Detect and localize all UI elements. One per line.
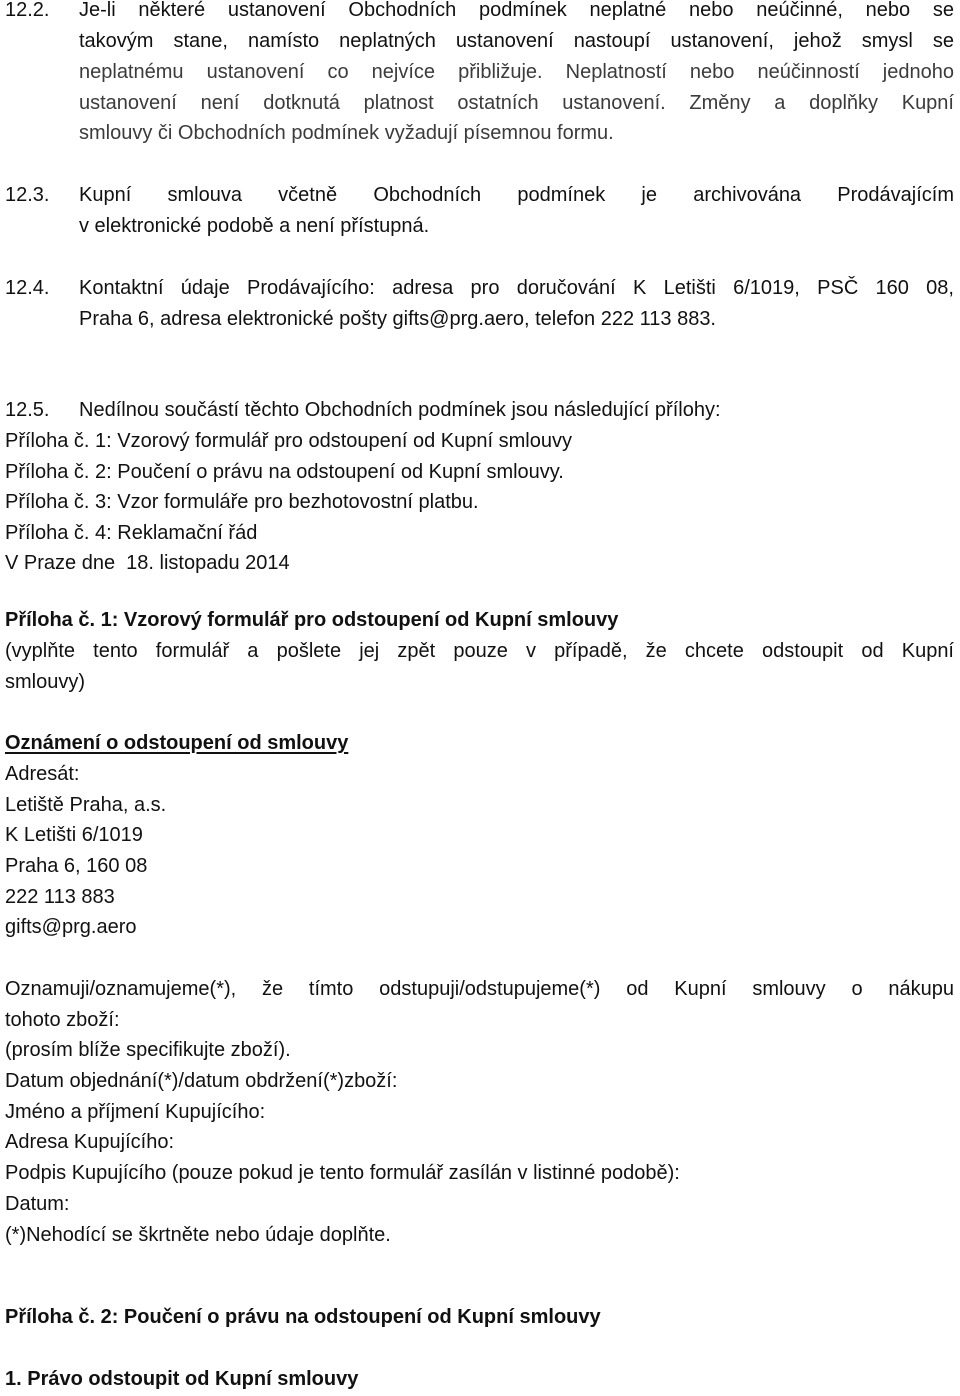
annex-2-subheading: 1. Právo odstoupit od Kupní smlouvy xyxy=(5,1368,359,1390)
addressee-line: Letiště Praha, a.s. xyxy=(5,794,167,816)
section-12-3 xyxy=(5,180,954,211)
section-12-5 xyxy=(5,395,954,426)
addressee-line: Praha 6, 160 08 xyxy=(5,855,148,877)
notice-title: Oznámení o odstoupení od smlouvy xyxy=(5,732,349,754)
paragraph-line: v elektronické podobě a není přístupná. xyxy=(79,215,430,237)
annex-1-note-line: (vyplňte tento formulář a pošlete jej zpět pouze v případě, že chcete odstoupit od Kupní xyxy=(5,640,954,662)
paragraph-line: Je-li některé ustanovení Obchodních podmínek neplatné nebo neúčinné, nebo se xyxy=(79,0,954,21)
section-number: 12.2. xyxy=(5,0,50,21)
paragraph-line: Kupní smlouva včetně Obchodních podmínek je archivována Prodávajícím xyxy=(79,184,954,206)
statement-line: Oznamuji/oznamujeme(*), že tímto odstupuji/odstupujeme(*) od Kupní smlouvy o nákupu xyxy=(5,978,954,1000)
statement-line: tohoto zboží: xyxy=(5,1009,120,1031)
section-number: 12.4. xyxy=(5,277,50,299)
form-field-line: Datum objednání(*)/datum obdržení(*)zboží: xyxy=(5,1070,398,1092)
form-field-line: (*)Nehodící se škrtněte nebo údaje doplňte. xyxy=(5,1224,391,1246)
paragraph-line: Kontaktní údaje Prodávajícího: adresa pro doručování K Letišti 6/1019, PSČ 160 08, xyxy=(79,277,954,299)
paragraph-line: Nedílnou součástí těchto Obchodních podmínek jsou následující přílohy: xyxy=(79,399,721,421)
section-12-4 xyxy=(5,273,954,304)
annex-1-note-line: smlouvy) xyxy=(5,671,86,693)
form-field-line: Jméno a příjmení Kupujícího: xyxy=(5,1101,266,1123)
section-number: 12.5. xyxy=(5,399,50,421)
annex-list-item: Příloha č. 1: Vzorový formulář pro odstoupení od Kupní smlouvy xyxy=(5,430,572,452)
paragraph-line: ustanovení není dotknutá platnost ostatních ustanovení. Změny a doplňky Kupní xyxy=(79,92,954,114)
addressee-line: 222 113 883 xyxy=(5,886,115,908)
addressee-label: Adresát: xyxy=(5,763,80,785)
form-field-line: Podpis Kupujícího (pouze pokud je tento formulář zasílán v listinné podobě): xyxy=(5,1162,680,1184)
section-number: 12.3. xyxy=(5,184,50,206)
annex-1-heading: Příloha č. 1: Vzorový formulář pro odstoupení od Kupní smlouvy xyxy=(5,609,619,631)
annex-list-item: Příloha č. 3: Vzor formuláře pro bezhotovostní platbu. xyxy=(5,491,479,513)
addressee-line: K Letišti 6/1019 xyxy=(5,824,143,846)
annex-list-item: Příloha č. 2: Poučení o právu na odstoupení od Kupní smlouvy. xyxy=(5,461,564,483)
form-field-line: (prosím blíže specifikujte zboží). xyxy=(5,1039,291,1061)
form-field-line: Adresa Kupujícího: xyxy=(5,1131,174,1153)
paragraph-line: neplatnému ustanovení co nejvíce přibližuje. Neplatností nebo neúčinností jednoho xyxy=(79,61,954,83)
annex-2-heading: Příloha č. 2: Poučení o právu na odstoupení od Kupní smlouvy xyxy=(5,1306,601,1328)
annex-list-item: Příloha č. 4: Reklamační řád xyxy=(5,522,258,544)
addressee-line: gifts@prg.aero xyxy=(5,916,137,938)
paragraph-line: smlouvy či Obchodních podmínek vyžadují písemnou formu. xyxy=(79,122,614,144)
paragraph-line: takovým stane, namísto neplatných ustanovení nastoupí ustanovení, jehož smysl se xyxy=(79,30,954,52)
paragraph-line: Praha 6, adresa elektronické pošty gifts@prg.aero, telefon 222 113 883. xyxy=(79,308,716,330)
place-date: V Praze dne 18. listopadu 2014 xyxy=(5,552,290,574)
section-12-2 xyxy=(5,0,954,26)
form-field-line: Datum: xyxy=(5,1193,70,1215)
